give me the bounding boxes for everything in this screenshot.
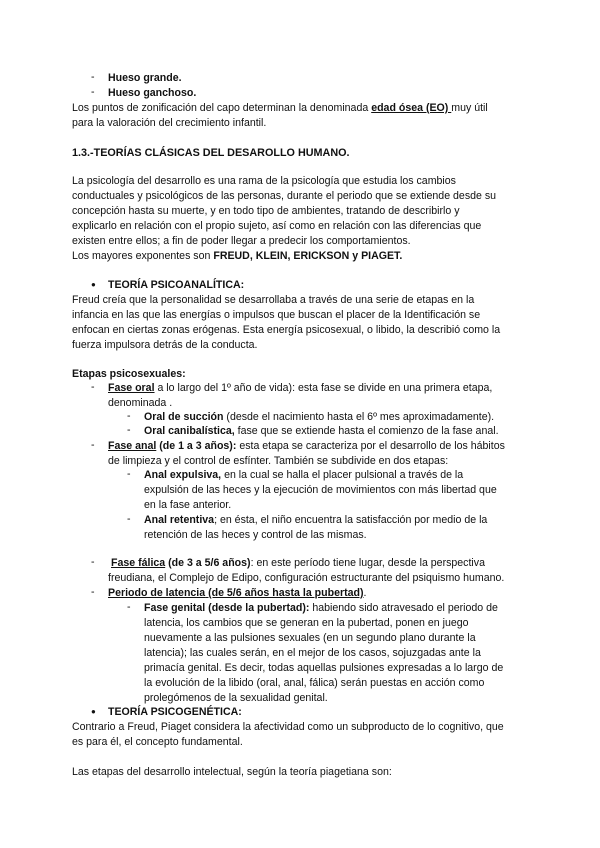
oral-canib-name: Oral canibalística, xyxy=(144,425,235,437)
genital-stage-name: Fase genital (desde la pubertad): xyxy=(144,602,310,614)
intro-term: edad ósea (EO) xyxy=(371,102,452,114)
list-dash: - xyxy=(91,86,95,98)
list-dash: - xyxy=(127,410,131,422)
latencia-line xyxy=(108,586,366,600)
oral-succion-desc: (desde el nacimiento hasta el 6º mes aproximadamente). xyxy=(223,411,495,423)
para1-line-6 xyxy=(72,249,402,263)
falica-line-1 xyxy=(111,556,485,570)
bullet-icon: ● xyxy=(91,280,96,289)
falica-desc: : en este período tiene lugar, desde la perspectiva xyxy=(250,557,485,569)
oral-canib-desc: fase que se extiende hasta el comienzo de la fase anal. xyxy=(234,425,499,437)
anal-line-2: de limpieza y el control de esfínter. También se subdivide en dos etapas: xyxy=(108,455,449,467)
intro-text: Los puntos de zonificación del capo determinan la denominada xyxy=(72,102,372,114)
anal-stage-name: Fase anal xyxy=(108,440,157,452)
list-item-hueso-ganchoso: Hueso ganchoso. xyxy=(108,87,197,99)
theory2-title: TEORÍA PSICOGENÉTICA: xyxy=(108,706,242,718)
genital-line-6: la evolución de la libido (oral, anal, fálica) serán puestas en acción como xyxy=(144,677,485,689)
theory1-line-2: infancia en las que las energías o impulsos que buscan el placer de la Identificación se xyxy=(72,309,481,321)
exponents-names: FREUD, KLEIN, ERICKSON y PIAGET. xyxy=(213,250,403,262)
theory2-line-1: Contrario a Freud, Piaget considera la afectividad como un subproducto de lo cognitivo, que xyxy=(72,721,504,733)
list-dash: - xyxy=(91,381,95,393)
genital-line-3: nuevamente a las pulsiones sexuales (en un segundo plano durante la xyxy=(144,632,476,644)
list-dash: - xyxy=(127,513,131,525)
genital-line-5: primacía genital. Es decir, todas aquellas pulsiones expresadas a lo largo de xyxy=(144,662,504,674)
falica-stage-name: Fase fálica xyxy=(111,557,166,569)
oral-canib-line xyxy=(144,424,499,438)
anal-retentiva-desc: ; en ésta, el niño encuentra la satisfacción por medio de la xyxy=(214,514,488,526)
anal-line-1 xyxy=(108,439,505,453)
closing-line: Las etapas del desarrollo intelectual, según la teoría piagetiana son: xyxy=(72,766,392,778)
falica-line-2: freudiana, el Complejo de Edipo, configuración estructurante del psiquismo humano. xyxy=(108,572,505,584)
falica-age: (de 3 a 5/6 años) xyxy=(165,557,251,569)
genital-line-2: latencia, los cambios que se generan en la pubertad, ponen en juego xyxy=(144,617,469,629)
latencia-stage-name: Periodo de latencia xyxy=(108,587,206,599)
section-heading: 1.3.-TEORÍAS CLÁSICAS DEL DESAROLLO HUMANO. xyxy=(72,147,350,159)
list-dash: - xyxy=(127,468,131,480)
anal-expulsiva-line-3: en la fase anterior. xyxy=(144,499,232,511)
intro-line-1 xyxy=(72,101,488,115)
list-dash: - xyxy=(91,439,95,451)
latencia-age: (de 5/6 años hasta la pubertad) xyxy=(205,587,364,599)
para1-line-4: explicarlo en relación con el propio sujeto, así como en relación con las diferencias que xyxy=(72,220,482,232)
para1-text: Los mayores exponentes son xyxy=(72,250,214,262)
genital-desc: habiendo sido atravesado el periodo de xyxy=(309,602,498,614)
list-dash: - xyxy=(91,556,95,568)
list-dash: - xyxy=(91,71,95,83)
genital-line-1 xyxy=(144,601,498,615)
stages-heading: Etapas psicosexuales: xyxy=(72,368,186,380)
anal-desc: esta etapa se caracteriza por el desarrollo de los hábitos xyxy=(236,440,505,452)
intro-text-end: muy útil xyxy=(451,102,488,114)
anal-retentiva-line-1 xyxy=(144,513,487,527)
oral-succion-line xyxy=(144,410,494,424)
anal-retentiva-name: Anal retentiva xyxy=(144,514,215,526)
anal-expulsiva-desc: en la cual se halla el placer pulsional a través de la xyxy=(221,469,464,481)
oral-line-1 xyxy=(108,381,492,395)
oral-desc: a lo largo del 1º año de vida): esta fase se divide en una primera etapa, xyxy=(154,382,493,394)
anal-expulsiva-name: Anal expulsiva, xyxy=(144,469,222,481)
anal-expulsiva-line-2: expulsión de las heces y la ejecución de movimientos con más libertad que xyxy=(144,484,497,496)
para1-line-2: conductuales y psicológicos de las personas, durante el periodo que se extiende desde su xyxy=(72,190,497,202)
list-dash: - xyxy=(127,601,131,613)
genital-line-7: prolegómenos de la sexualidad genital. xyxy=(144,692,328,704)
theory1-line-3: enfocan en ciertas zonas erógenas. Esta energía psicosexual, o libido, la describió como la xyxy=(72,324,501,336)
intro-line-2: para la valoración del crecimiento infantil. xyxy=(72,117,267,129)
list-item-hueso-grande: Hueso grande. xyxy=(108,72,182,84)
anal-retentiva-line-2: retención de las heces y control de las mismas. xyxy=(144,529,367,541)
para1-line-1: La psicología del desarrollo es una rama de la psicología que estudia los cambios xyxy=(72,175,456,187)
oral-stage-name: Fase oral xyxy=(108,382,155,394)
oral-line-2: denominada . xyxy=(108,397,173,409)
theory1-line-4: fuerza impulsora detrás de la conducta. xyxy=(72,339,258,351)
bullet-icon: ● xyxy=(91,707,96,716)
genital-line-4: latencia); las cuales serán, en el mejor de los casos, sojuzgadas ante la xyxy=(144,647,481,659)
theory2-line-2: es para él, el concepto fundamental. xyxy=(72,736,243,748)
anal-age: (de 1 a 3 años): xyxy=(156,440,237,452)
para1-line-5: existen entre ellos; a fin de poder llegar a predecir los comportamientos. xyxy=(72,235,411,247)
latencia-end: . xyxy=(363,587,367,599)
list-dash: - xyxy=(91,586,95,598)
oral-succion-name: Oral de succión xyxy=(144,411,224,423)
para1-line-3: concepción hasta su muerte, y en todo tipo de ambientes, tratando de describirlo y xyxy=(72,205,460,217)
theory1-title: TEORÍA PSICOANALÍTICA: xyxy=(108,279,245,291)
anal-expulsiva-line-1 xyxy=(144,468,463,482)
list-dash: - xyxy=(127,424,131,436)
theory1-line-1: Freud creía que la personalidad se desarrollaba a través de una serie de etapas en la xyxy=(72,294,475,306)
